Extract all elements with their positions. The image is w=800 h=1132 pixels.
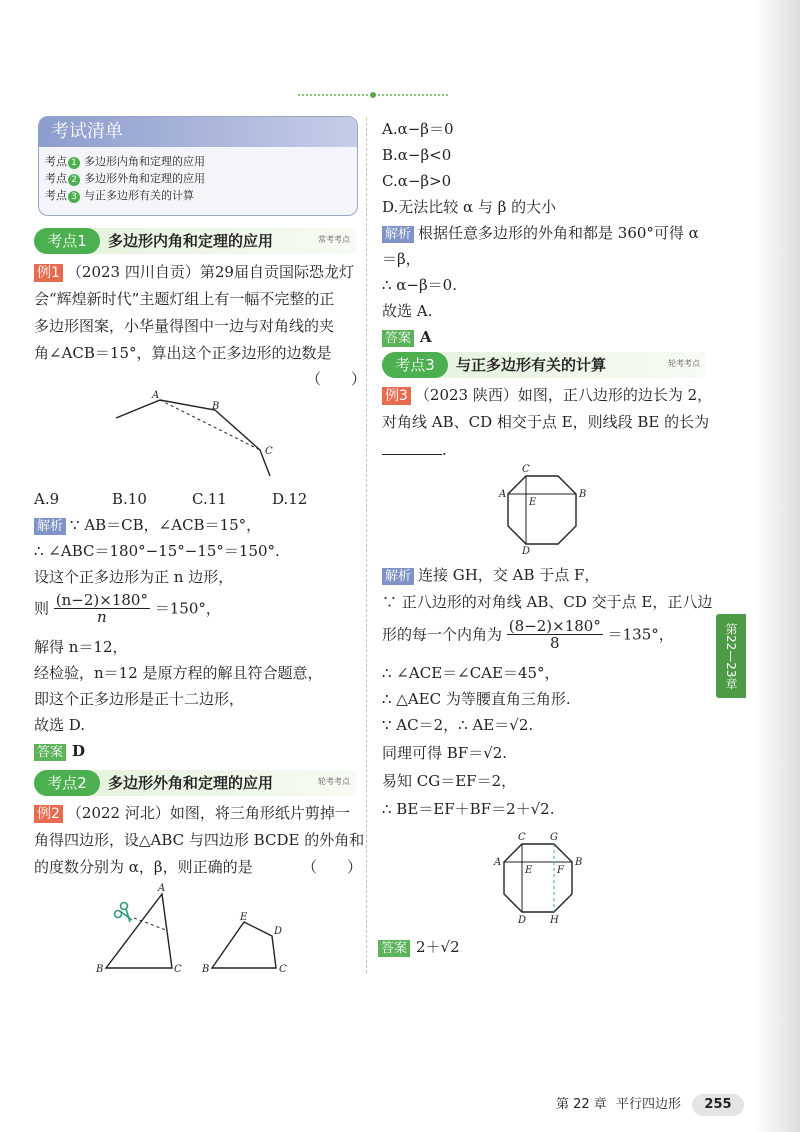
regular-octagon — [504, 844, 572, 912]
point-label: E — [529, 497, 537, 508]
solution-line: ∵ AC＝2，∴ AE＝√2. — [382, 716, 534, 734]
point-label: A — [494, 857, 502, 868]
solution-line: ∴ ∠ABC＝180°−15°−15°＝150°. — [34, 542, 280, 560]
point-label: C — [522, 464, 530, 475]
keypoint-3-header — [382, 352, 706, 378]
point-label: C — [279, 964, 287, 975]
point-label: B — [212, 401, 220, 412]
solution-equation: 则 $\frac{(n-2)\times 180^\circ}{n}$ ＝150°， — [34, 591, 221, 626]
solution-line: ＝β， — [382, 250, 421, 268]
example-2-quadrilateral-figure — [200, 910, 300, 980]
solution-line: 易知 CG＝EF＝2， — [382, 772, 517, 790]
point-label: C — [518, 832, 526, 843]
keypoint-1-header — [34, 228, 356, 254]
point-label: A — [499, 489, 507, 500]
keypoint-title: 多边形外角和定理的应用 — [108, 774, 274, 792]
example-1-line: 角∠ACB＝15°，算出这个正多边形的边数是 — [34, 344, 332, 362]
keypoint-frequency: 轮考考点 — [668, 359, 700, 368]
example-badge: 例1 — [34, 264, 63, 282]
answer-badge: 答案 — [34, 744, 66, 761]
fill-blank: . — [382, 437, 447, 463]
example-3-octagon-figure — [496, 462, 596, 560]
analysis-badge: 解析 — [382, 226, 414, 243]
option-c: C.11 — [192, 490, 227, 508]
footer-chapter: 第 22 章 — [556, 1097, 607, 1112]
column-divider — [366, 118, 367, 973]
example-1-figure — [110, 388, 290, 488]
example-3-line: 例3 （2023 陕西）如图，正八边形的边长为 2， — [382, 382, 712, 408]
solution-line: 经检验，n＝12 是原方程的解且符合题意， — [34, 664, 323, 682]
answer-paren: （ ） — [306, 370, 367, 388]
point-label: C — [174, 964, 182, 975]
answer-badge: 答案 — [382, 330, 414, 347]
decorative-dots — [298, 94, 448, 96]
keypoint-tag: 考点1 — [34, 228, 100, 254]
scissors-icon — [115, 903, 133, 923]
option-b: B.10 — [112, 490, 147, 508]
solution-line: ∴ ∠ACE＝∠CAE＝45°， — [382, 664, 560, 682]
example-badge: 例3 — [382, 387, 411, 405]
point-label: H — [550, 915, 559, 926]
option-a: A.α−β＝0 — [382, 120, 454, 138]
example-2-line: 的度数分别为 α，β，则正确的是 — [34, 858, 253, 876]
analysis-badge: 解析 — [382, 568, 414, 585]
solution-line: 解得 n＝12， — [34, 638, 128, 656]
solution-line: 故选 A. — [382, 302, 433, 320]
keypoint-2-header — [34, 770, 356, 796]
example-2-line: 例2 （2022 河北）如图，将三角形纸片剪掉一 — [34, 800, 350, 826]
example-2-triangle-figure — [90, 880, 200, 980]
regular-octagon — [508, 476, 576, 544]
solution-line: ∴ BE＝EF＋BF＝2＋√2. — [382, 800, 555, 818]
example-badge: 例2 — [34, 805, 63, 823]
example-2-line: 角得四边形，设△ABC 与四边形 BCDE 的外角和 — [34, 831, 365, 849]
solution-line: 解析 根据任意多边形的外角和都是 360°可得 α — [382, 220, 699, 246]
answer-badge: 答案 — [378, 940, 410, 957]
option-a: A.9 — [34, 490, 60, 508]
checklist-item: 考点 3 与正多边形有关的计算 — [45, 189, 194, 202]
example-1-line: 会“辉煌新时代”主题灯组上有一幅不完整的正 — [34, 290, 335, 308]
checklist-item: 考点 1 多边形内角和定理的应用 — [45, 155, 205, 168]
example-1-line: 多边形图案，小华量得图中一边与对角线的夹 — [34, 317, 335, 335]
example-1-line: 例1 （2023 四川自贡）第29届自贡国际恐龙灯 — [34, 259, 354, 285]
option-d: D.无法比较 α 与 β 的大小 — [382, 198, 557, 216]
keypoint-title: 多边形内角和定理的应用 — [108, 232, 274, 250]
point-label: B — [579, 489, 587, 500]
point-label: A — [158, 883, 166, 894]
solution-line: 解析 连接 GH，交 AB 于点 F， — [382, 562, 599, 588]
answer-line — [378, 934, 460, 960]
keypoint-tag: 考点3 — [382, 352, 448, 378]
example-3-line: 对角线 AB、CD 相交于点 E，则线段 BE 的长为 — [382, 413, 710, 431]
solution-line: 故选 D. — [34, 716, 86, 734]
example-3-octagon-construction-figure — [490, 828, 600, 928]
solution-line: 解析 ∵ AB＝CB，∠ACB＝15°， — [34, 512, 261, 538]
answer-line — [34, 738, 85, 764]
point-label: B — [575, 857, 583, 868]
solution-line: ∴ △AEC 为等腰直角三角形. — [382, 690, 571, 708]
solution-line: ∵ 正八边形的对角线 AB、CD 交于点 E，正八边 — [382, 593, 713, 611]
solution-equation: 形的每一个内角为 $\frac{(8-2)\times 180^\circ}{8}$ ＝135°， — [382, 617, 674, 652]
answer-paren: （ ） — [302, 858, 363, 876]
exam-checklist — [38, 116, 358, 216]
solution-line: ∴ α−β＝0. — [382, 276, 457, 294]
point-label: B — [202, 964, 210, 975]
answer-value: D — [72, 742, 86, 760]
keypoint-tag: 考点2 — [34, 770, 100, 796]
quadrilateral-bcde — [212, 922, 276, 968]
checklist-title: 考试清单 — [39, 117, 357, 147]
answer-value: A — [420, 328, 432, 346]
point-label: D — [274, 926, 283, 937]
analysis-badge: 解析 — [34, 518, 66, 535]
option-b: B.α−β<0 — [382, 146, 452, 164]
blank-line — [382, 454, 442, 455]
keypoint-frequency: 常考考点 — [318, 235, 350, 244]
answer-line — [382, 324, 432, 350]
option-d: D.12 — [272, 490, 308, 508]
solution-line: 同理可得 BF＝√2. — [382, 744, 508, 762]
point-label: B — [96, 964, 104, 975]
point-label: E — [240, 912, 248, 923]
polygon-edge — [116, 400, 270, 476]
point-label: E — [525, 865, 533, 876]
point-label: F — [557, 865, 564, 876]
triangle-abc — [106, 894, 172, 968]
point-label: D — [522, 546, 531, 557]
point-label: G — [550, 832, 558, 843]
solution-line: 设这个正多边形为正 n 边形， — [34, 568, 234, 586]
answer-value: 2＋√2 — [416, 938, 460, 956]
point-label: C — [265, 446, 273, 457]
option-c: C.α−β>0 — [382, 172, 452, 190]
point-label: D — [518, 915, 527, 926]
checklist-item: 考点 2 多边形外角和定理的应用 — [45, 172, 205, 185]
footer-title: 平行四边形 — [616, 1097, 682, 1112]
solution-line: 即这个正多边形是正十二边形， — [34, 690, 245, 708]
keypoint-frequency: 轮考考点 — [318, 777, 350, 786]
page-number: 255 — [692, 1094, 744, 1116]
page-edge-shadow — [754, 0, 800, 1132]
keypoint-title: 与正多边形有关的计算 — [456, 356, 607, 374]
point-label: A — [152, 390, 160, 401]
diagonal-line — [160, 400, 260, 450]
chapter-side-tab: 第22—23章 — [716, 614, 746, 698]
